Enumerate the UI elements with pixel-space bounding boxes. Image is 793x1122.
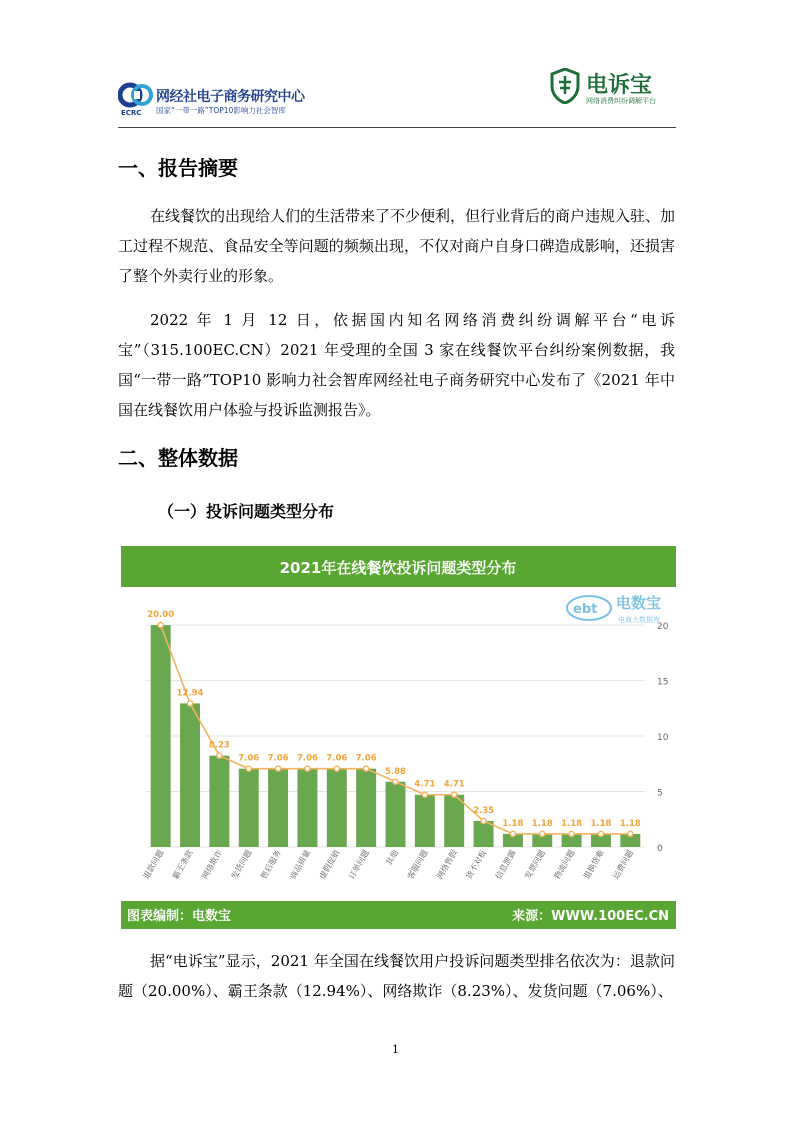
line-point [422, 792, 427, 797]
data-label: 4.71 [443, 779, 465, 790]
x-tick-label: 虚假促销 [317, 848, 342, 881]
data-label: 1.18 [590, 818, 612, 829]
subsection-title-complaint-types: （一）投诉问题类型分布 [158, 502, 335, 521]
page-header [0, 0, 793, 130]
bar [180, 703, 200, 847]
line-point [540, 831, 545, 836]
watermark [567, 594, 661, 624]
ecrc-logo-abbr: ECRC [121, 109, 142, 117]
data-label: 7.06 [238, 753, 260, 764]
line-point [393, 779, 398, 784]
data-label: 7.06 [267, 753, 289, 764]
bar [415, 795, 435, 847]
bar [151, 625, 171, 847]
x-tick-label: 退款问题 [141, 848, 166, 881]
dianshubao-logo-name: 电诉宝 [586, 73, 653, 98]
ecrc-logo-name: 网经社电子商务研究中心 [156, 89, 305, 105]
y-tick-label: 15 [657, 677, 669, 688]
x-tick-label: 货不对板 [464, 848, 489, 881]
dianshubao-logo [550, 68, 680, 108]
data-label: 4.71 [414, 779, 436, 790]
data-label: 8.23 [208, 740, 230, 751]
bar [268, 769, 288, 847]
line-point [598, 831, 603, 836]
bar [209, 756, 229, 847]
line-point [481, 818, 486, 823]
x-tick-label: 订单问题 [347, 848, 371, 881]
y-tick-label: 0 [657, 844, 663, 854]
x-tick-label: 运费问题 [611, 848, 636, 881]
section-title-summary: 一、报告摘要 [118, 156, 238, 180]
data-label: 2.35 [473, 805, 495, 816]
data-label: 1.18 [619, 818, 641, 829]
data-label: 7.06 [326, 753, 348, 764]
line-point [305, 766, 310, 771]
ecrc-logo [118, 82, 318, 122]
ecrc-logo-tagline: 国家“一带一路”TOP10影响力社会智库 [156, 106, 286, 115]
data-label: 20.00 [147, 610, 175, 621]
header-rule [118, 127, 676, 128]
line-point [452, 792, 457, 797]
chart-title: 2021年在线餐饮投诉问题类型分布 [279, 559, 517, 577]
y-tick-label: 20 [657, 622, 669, 633]
chart-footer-left: 图表编制：电数宝 [127, 909, 232, 924]
y-tick-label: 5 [657, 788, 663, 799]
chart-footer-right: 来源：WWW.100EC.CN [512, 909, 669, 924]
bar [297, 769, 317, 847]
line-point [158, 622, 163, 627]
data-label: 1.18 [561, 818, 583, 829]
line-point [217, 753, 222, 758]
summary-paragraph-2: 2022 年 1 月 12 日，依据国内知名网络消费纠纷调解平台“电诉宝”（315.100EC.CN）2021 年受理的全国 3 家在线餐饮平台纠纷案例数据，我国“一带一路”TOP10 影响力社会智库网经社电子商务研究中心发布了《2021 年中国在线餐饮用户体验与投诉监测报告》。 [118, 311, 675, 419]
shield-icon [550, 68, 580, 104]
chart-svg [121, 546, 676, 929]
y-tick-label: 10 [657, 733, 669, 744]
x-tick-label: 网络欺诈 [200, 848, 225, 881]
summary-paragraph-1: 在线餐饮的出现给人们的生活带来了不少便利，但行业背后的商户违规入驻、加工过程不规范、食品安全等问题的频频出现，不仅对商户自身口碑造成影响，还损害了整个外卖行业的形象。 [118, 207, 676, 285]
bar [444, 795, 464, 847]
x-tick-layer [141, 848, 635, 881]
bar [327, 769, 347, 847]
dianshubao-logo-tagline: 网络消费纠纷调解平台 [586, 97, 656, 105]
complaint-type-chart [121, 546, 676, 929]
data-label: 5.88 [385, 766, 406, 777]
x-tick-label: 信息泄露 [493, 848, 518, 881]
watermark-name: 电数宝 [616, 594, 662, 612]
x-tick-label: 霸王条款 [170, 848, 195, 881]
x-tick-label: 客服问题 [405, 848, 430, 881]
x-tick-label: 退换货难 [581, 848, 606, 881]
overall-paragraph-1: 据“电诉宝”显示，2021 年全国在线餐饮用户投诉问题类型排名依次为：退款问题（20.00%）、霸王条款（12.94%）、网络欺诈（8.23%）、发货问题（7.06%）、 [118, 952, 675, 1000]
page-number: 1 [392, 1043, 399, 1056]
data-label: 7.06 [355, 753, 377, 764]
line-point [628, 831, 633, 836]
data-label: 12.94 [176, 688, 204, 699]
line-point [187, 701, 192, 706]
line-point [334, 766, 339, 771]
line-point [364, 766, 369, 771]
x-tick-label: 发货问题 [229, 848, 254, 881]
section-title-overall: 二、整体数据 [118, 446, 238, 470]
x-tick-label: 其他 [384, 848, 401, 867]
bar [356, 769, 376, 847]
line-point [569, 831, 574, 836]
x-tick-label: 物流问题 [552, 848, 577, 881]
data-label: 1.18 [502, 818, 524, 829]
watermark-abbr: ebt [573, 602, 598, 617]
x-tick-label: 商品质量 [288, 848, 313, 881]
data-label: 7.06 [296, 753, 318, 764]
bar [239, 769, 259, 847]
data-label: 1.18 [531, 818, 553, 829]
bar [386, 782, 406, 847]
watermark-sub: 电商大数据库 [618, 616, 660, 624]
line-point [275, 766, 280, 771]
x-tick-label: 售后服务 [259, 848, 283, 881]
line-point [510, 831, 515, 836]
x-tick-label: 网络售假 [435, 848, 459, 881]
x-tick-label: 发票问题 [523, 848, 547, 881]
line-point [246, 766, 251, 771]
